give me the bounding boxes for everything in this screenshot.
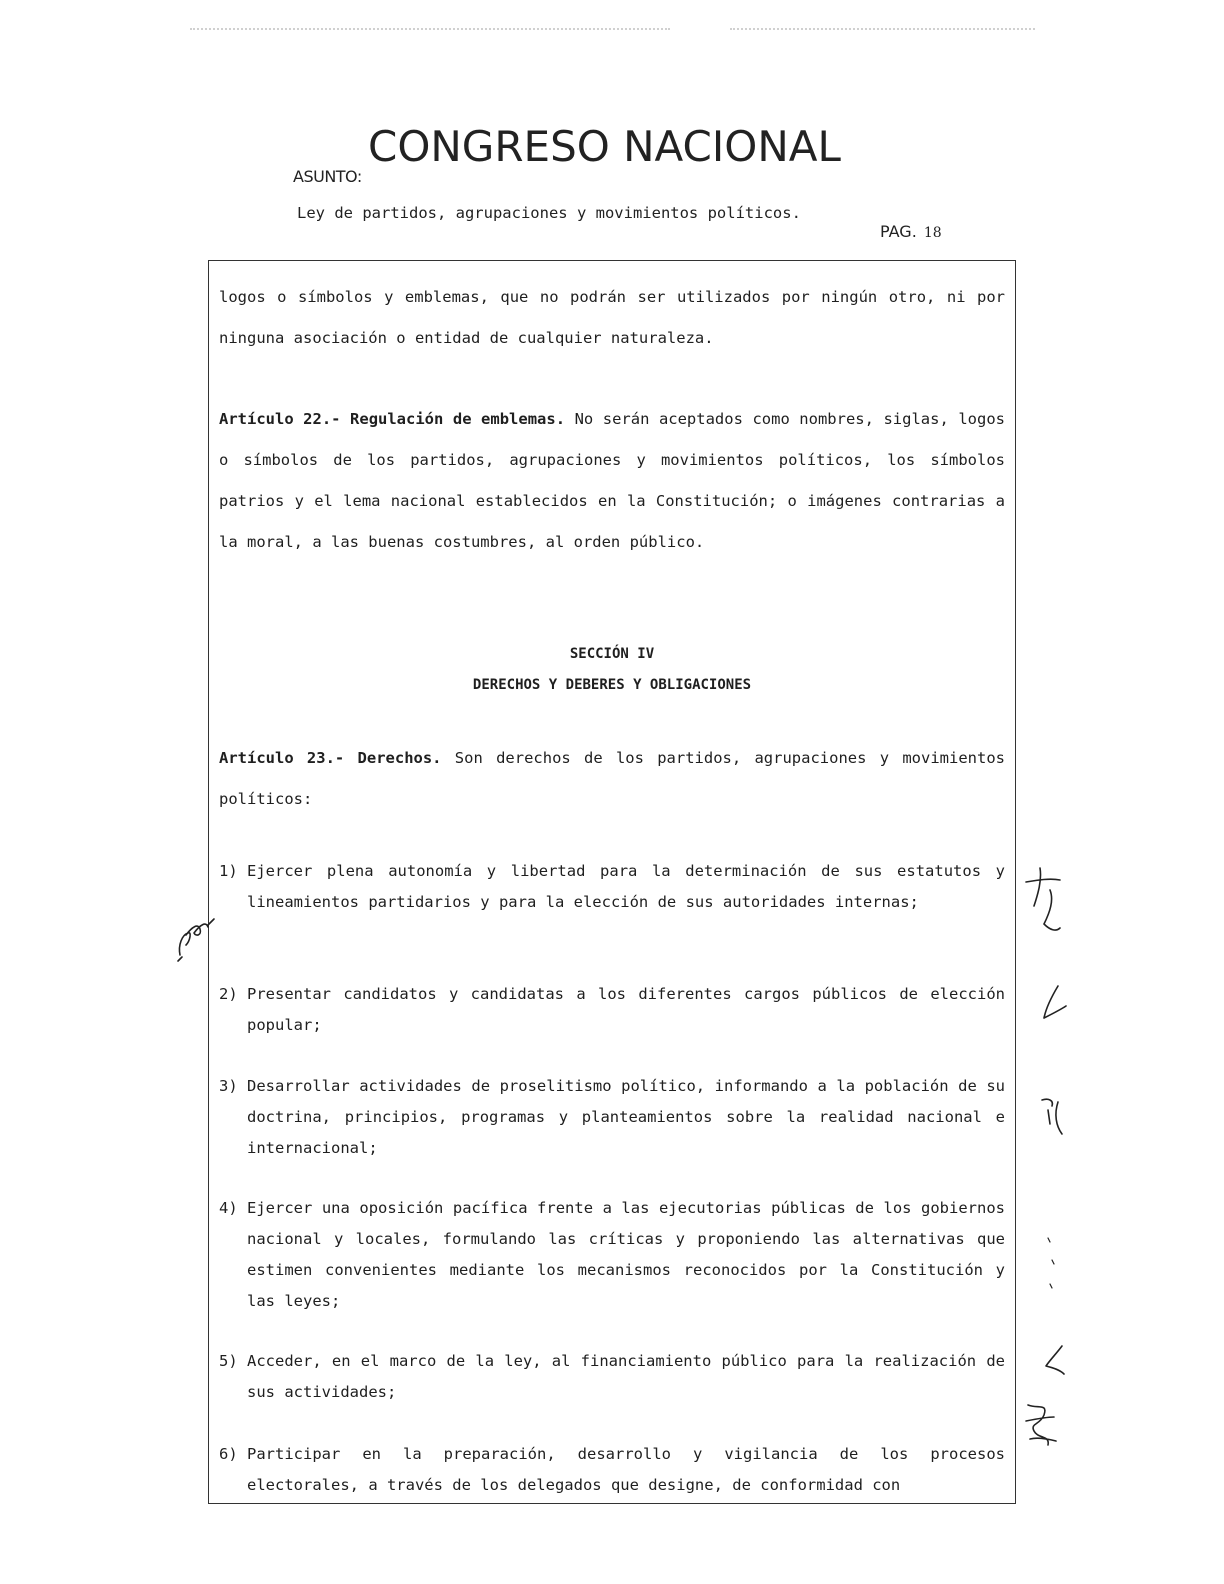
article-22-heading: Artículo 22.- Regulación de emblemas.	[219, 410, 566, 428]
scan-artifact-right	[730, 28, 1035, 36]
list-item-number: 6)	[219, 1445, 238, 1463]
list-item	[219, 1439, 1005, 1501]
text-frame	[208, 260, 1016, 1504]
list-item	[219, 1346, 1005, 1408]
document-subject: Ley de partidos, agrupaciones y movimientos políticos.	[297, 204, 801, 222]
list-item-text: Ejercer una oposición pacífica frente a las ejecutorias públicas de los gobiernos nacional y locales, formulando las críticas y proponiendo las alternativas que estimen convenientes mediante los mecanismos reconocidos por la Constitución y las leyes;	[247, 1199, 1005, 1310]
list-item-text: Acceder, en el marco de la ley, al financiamiento público para la realización de sus actividades;	[247, 1352, 1005, 1401]
list-item-number: 3)	[219, 1077, 238, 1095]
section-number: SECCIÓN IV	[569, 646, 655, 662]
list-item-text: Desarrollar actividades de proselitismo político, informando a la población de su doctrina, principios, programas y planteamientos sobre la realidad nacional e internacional;	[247, 1077, 1005, 1157]
page-number-label	[880, 222, 942, 241]
left-margin-initials	[170, 905, 220, 965]
continuation-paragraph	[219, 277, 1005, 359]
article-23	[219, 738, 1005, 820]
article-22	[219, 399, 1005, 563]
list-item-number: 5)	[219, 1352, 238, 1370]
list-item-number: 1)	[219, 862, 238, 880]
page-number: 18	[923, 225, 942, 241]
right-margin-signature	[1018, 1395, 1068, 1455]
scan-artifact-left	[190, 28, 670, 36]
article-23-heading: Artículo 23.- Derechos.	[219, 749, 442, 767]
list-item	[219, 979, 1005, 1041]
section-title: DERECHOS Y DEBERES Y OBLIGACIONES	[472, 677, 752, 693]
article-23-text: Son derechos de los partidos, agrupaciones y movimientos políticos:	[219, 749, 1005, 808]
continuation-text: logos o símbolos y emblemas, que no podrán ser utilizados por ningún otro, ni por ninguna asociación o entidad de cualquier naturaleza.	[219, 288, 1005, 347]
asunto-label: ASUNTO:	[293, 167, 362, 186]
page-label-text: PAG.	[880, 222, 917, 241]
list-item-text: Participar en la preparación, desarrollo y vigilancia de los procesos electorales, a través de los delegados que designe, de conformidad con	[247, 1445, 1005, 1494]
page-title: CONGRESO NACIONAL	[368, 122, 841, 171]
right-margin-initials-1	[1020, 860, 1070, 940]
list-item-number: 2)	[219, 985, 238, 1003]
list-item-number: 4)	[219, 1199, 238, 1217]
list-item-text: Ejercer plena autonomía y libertad para la determinación de sus estatutos y lineamientos partidarios y para la elección de sus autoridades internas;	[247, 862, 1005, 911]
list-item	[219, 856, 1005, 918]
list-item-text: Presentar candidatos y candidatas a los diferentes cargos públicos de elección popular;	[247, 985, 1005, 1034]
right-margin-initials-3	[1034, 1090, 1074, 1140]
right-margin-initials-5	[1036, 1340, 1076, 1380]
list-item	[219, 1071, 1005, 1164]
article-22-text: No serán aceptados como nombres, siglas, logos o símbolos de los partidos, agrupaciones y movimientos políticos, los símbolos patrios y el lema nacional establecidos en la Constitución; o imágenes contrarias a la moral, a las buenas costumbres, al orden público.	[219, 410, 1005, 551]
right-margin-initials-4	[1036, 1230, 1076, 1290]
right-margin-initials-2	[1030, 980, 1080, 1030]
list-item	[219, 1193, 1005, 1317]
